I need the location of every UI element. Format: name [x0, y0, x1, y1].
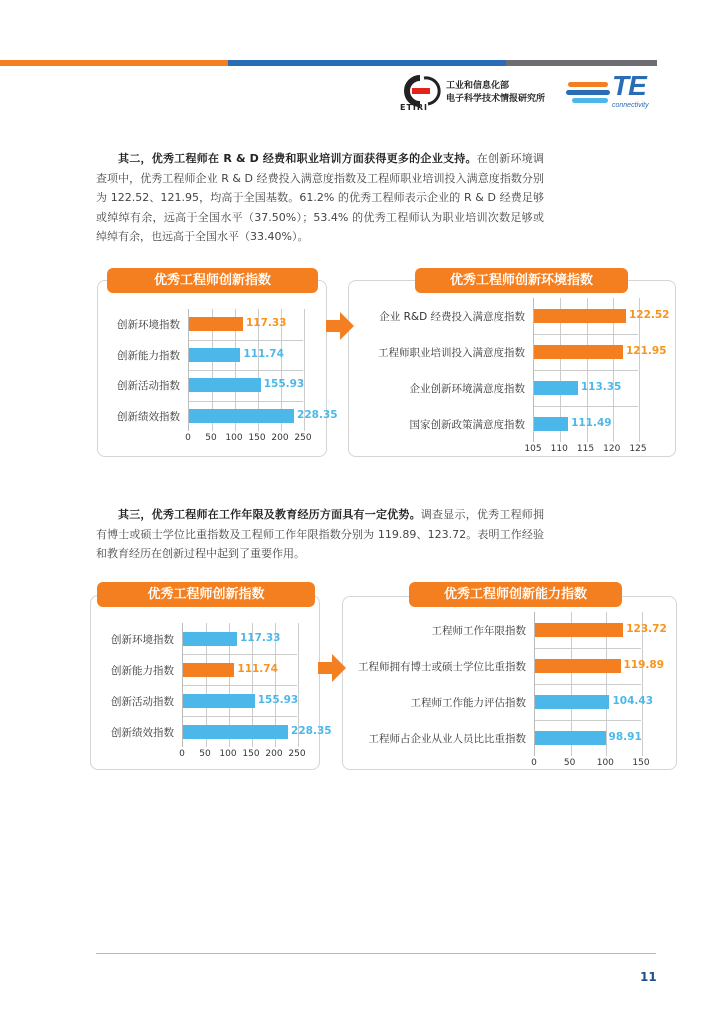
chart-innovation-index-1	[97, 280, 338, 457]
x-tick-label: 110	[550, 444, 568, 454]
x-tick-label: 120	[603, 444, 621, 454]
chart-innovation-environment-index	[348, 280, 676, 457]
paragraph-body: 在创新环境调查项中，优秀工程师企业 R & D 经费投入满意度指数及工程师职业培训投入满意度指数分别为 122.52、121.95，均高于全国基数。61.2% 的优秀工程师表示企业的 R & D 经费足够或绰绰有余，远高于全国水平（37.50%）；53.4% 的优秀工程师认为职业培训次数足够或绰绰有余，也远高于全国水平（33.40%）。	[96, 152, 545, 244]
x-tick-label: 100	[225, 433, 243, 443]
category-label: 工程师拥有博士或硕士学位比重指数	[358, 661, 526, 673]
org-line-1: 工业和信息化部	[446, 81, 510, 91]
bar	[189, 317, 243, 331]
category-label: 创新活动指数	[111, 695, 174, 708]
category-label: 工程师占企业从业人员比比重指数	[368, 733, 526, 745]
bar	[189, 409, 294, 423]
x-tick-label: 250	[288, 749, 306, 759]
chart-innovation-capability-index	[342, 596, 677, 770]
bar	[535, 731, 606, 745]
bar	[189, 348, 240, 362]
x-tick-label: 200	[271, 433, 289, 443]
paragraph-lead: 其二，优秀工程师在 R & D 经费和职业培训方面获得更多的企业支持。	[118, 152, 477, 165]
category-label: 创新环境指数	[117, 319, 180, 332]
organization-name	[446, 80, 545, 106]
row-divider	[189, 340, 303, 341]
data-label: 228.35	[291, 724, 332, 737]
bar	[535, 659, 621, 673]
bar	[535, 695, 609, 709]
bar	[189, 378, 261, 392]
x-tick-label: 100	[219, 749, 237, 759]
header-bar-gray	[506, 60, 657, 66]
x-tick-label: 100	[596, 758, 614, 768]
row-divider	[535, 720, 641, 721]
chart-innovation-index-2	[90, 595, 332, 770]
bar	[183, 663, 234, 677]
arrow-right-icon	[326, 312, 354, 340]
category-label: 创新环境指数	[111, 633, 174, 646]
x-tick-label: 0	[531, 758, 537, 768]
row-divider	[535, 648, 641, 649]
category-label: 工程师职业培训投入满意度指数	[378, 347, 525, 359]
data-label: 117.33	[245, 317, 287, 330]
x-tick-label: 250	[294, 433, 312, 443]
row-divider	[189, 401, 303, 402]
category-label: 工程师工作能力评估指数	[410, 697, 526, 709]
data-label: 155.93	[263, 378, 305, 391]
data-label: 111.49	[571, 417, 612, 429]
header-bar-orange	[0, 60, 228, 66]
category-label: 企业 R&D 经费投入满意度指数	[379, 311, 525, 323]
bar	[535, 623, 623, 637]
x-tick-label: 150	[248, 433, 266, 443]
x-tick-label: 150	[632, 758, 650, 768]
bar	[534, 345, 623, 359]
chart-title-pill: 优秀工程师创新指数	[107, 268, 318, 293]
data-label: 123.72	[626, 623, 667, 635]
data-label: 98.91	[608, 731, 642, 743]
etiri-logo-text: ETIRI	[400, 103, 429, 112]
x-tick-label: 125	[629, 444, 647, 454]
x-tick-label: 115	[576, 444, 595, 454]
data-label: 113.35	[580, 381, 622, 393]
te-logo-text: TE	[612, 70, 646, 101]
row-divider	[534, 406, 638, 407]
row-divider	[534, 370, 638, 371]
paragraph-body: 调查显示，优秀工程师拥有博士或硕士学位比重指数及工程师工作年限指数分别为 119.89、123.72。表明工作经验和教育经历在创新过程中起到了重要作用。	[96, 508, 545, 561]
category-label: 创新绩效指数	[111, 726, 174, 739]
bar	[183, 632, 237, 646]
category-label: 国家创新政策满意度指数	[409, 419, 525, 431]
bar	[534, 417, 568, 431]
paragraph-experience	[96, 505, 544, 564]
chart-title-pill: 优秀工程师创新环境指数	[415, 268, 628, 293]
category-label: 创新活动指数	[117, 380, 180, 393]
data-label: 111.74	[243, 347, 284, 360]
category-label: 创新能力指数	[117, 349, 180, 362]
category-label: 创新能力指数	[111, 664, 174, 677]
x-tick-label: 0	[185, 433, 191, 443]
paragraph-rd-support	[96, 149, 544, 247]
paragraph-lead: 其三，优秀工程师在工作年限及教育经历方面具有一定优势。	[118, 508, 421, 521]
chart-title-pill: 优秀工程师创新能力指数	[409, 582, 622, 607]
org-line-2: 电子科学技术情报研究所	[446, 94, 546, 104]
x-tick-label: 50	[563, 758, 576, 768]
data-label: 122.52	[628, 309, 670, 321]
data-label: 155.93	[257, 693, 299, 706]
x-tick-label: 200	[265, 749, 283, 759]
x-tick-label: 50	[205, 433, 217, 443]
arrow-right-icon	[318, 654, 346, 682]
row-divider	[183, 654, 297, 655]
x-tick-label: 0	[179, 749, 185, 759]
category-label: 创新绩效指数	[117, 410, 180, 423]
x-tick-label: 50	[199, 749, 211, 759]
data-label: 119.89	[623, 659, 665, 671]
data-label: 111.74	[237, 662, 278, 675]
footer-divider	[96, 953, 656, 954]
data-label: 228.35	[297, 408, 338, 421]
data-label: 104.43	[612, 695, 654, 707]
row-divider	[183, 685, 297, 686]
row-divider	[183, 716, 297, 717]
bar	[534, 381, 578, 395]
te-logo-subtitle: connectivity	[612, 102, 649, 109]
bar	[534, 309, 626, 323]
bar	[183, 694, 255, 708]
chart-title-pill: 优秀工程师创新指数	[97, 582, 315, 607]
row-divider	[535, 684, 641, 685]
row-divider	[534, 334, 638, 335]
bar	[183, 725, 288, 739]
x-tick-label: 105	[524, 444, 542, 454]
data-label: 121.95	[625, 345, 667, 357]
row-divider	[189, 370, 303, 371]
x-tick-label: 150	[242, 749, 260, 759]
category-label: 企业创新环境满意度指数	[409, 383, 525, 395]
header-bar-blue	[228, 60, 506, 66]
category-label: 工程师工作年限指数	[431, 625, 526, 637]
page-number: 11	[640, 970, 657, 984]
data-label: 117.33	[239, 631, 281, 644]
